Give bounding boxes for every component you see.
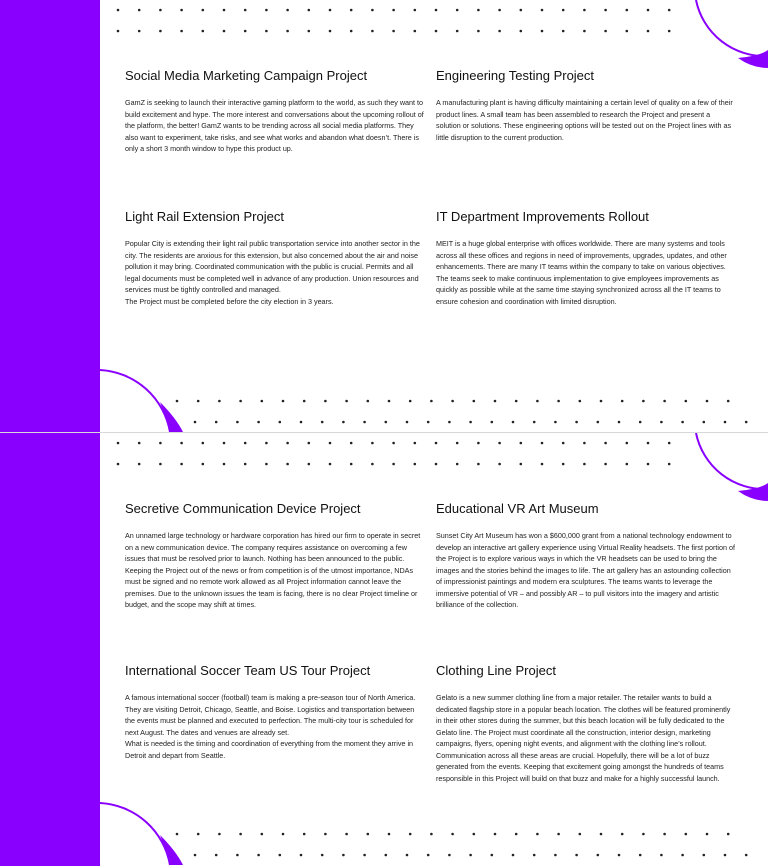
project-description: Gelato is a new summer clothing line from a major retailer. The retailer wants to build a dedicated flagship store in a popular beach location. The clothes will be featured prominently in their other stores during the summer, but this beach location will be fully dedicated to the Gelato line. The Project must coordinate all the construction, interior design, marketing campaigns, flyers, opening night events, and alignment with the clothing line’s rollout. Communication across all these areas are crucial. Hopefully, there will be a lot of buzz generated from the events. Keeping that excitement going amongst the hundreds of teams responsible in this Project will build on that buzz and make for a highly successful launch. <box>436 693 731 783</box>
project-title: Light Rail Extension Project <box>125 209 284 224</box>
project-title: International Soccer Team US Tour Project <box>125 663 371 678</box>
project-title: Educational VR Art Museum <box>436 501 599 516</box>
project-description: An unnamed large technology or hardware corporation has hired our firm to operate in secret on a new communication device. The company requires assistance on overcoming a few issues that must be resolved prior to launch. Nothing has been announced to the public. Keeping the Project out of the news or from competition is of the utmost importance, NDAs must be signed and no remote work allowed as all Project information cannot leave the premises. Due to the unknown issues the team is facing, there is no clear Project timeline or budget, and the scope may shift at times. <box>125 531 421 609</box>
project-card-secretive-device <box>125 501 425 611</box>
project-card-soccer-tour <box>125 663 425 761</box>
slide-page-2 <box>0 433 768 866</box>
project-title: IT Department Improvements Rollout <box>436 209 649 224</box>
project-description: A famous international soccer (football) team is making a pre-season tour of North America. They are visiting Detroit, Chicago, Seattle, and Boise. Logistics and transportation between the events must be planned and executed to perfection. The multi-city tour is scheduled for next August. The dates and venues are already set. What is needed is the timing and coordination of everything from the moment they arrive in Detroit and depart from Seattle. <box>125 693 416 760</box>
decorative-arcs <box>0 433 768 866</box>
project-card-social-media <box>125 68 425 155</box>
project-description: GamZ is seeking to launch their interactive gaming platform to the world, as such they want to build excitement and hype. The more interest and conversations about the upcoming rollout of the platform, the better! GamZ wants to be trending across all social media platforms. They also want to experiment, take risks, and see what works and abandon what doesn’t. There is only a short 3 month window to hype this product up. <box>125 98 424 153</box>
project-title: Secretive Communication Device Project <box>125 501 361 516</box>
project-card-clothing-line <box>436 663 736 784</box>
project-card-engineering-testing <box>436 68 736 143</box>
project-description: Sunset City Art Museum has won a $600,000 grant from a national technology endowment to develop an interactive art gallery experience using Virtual Reality headsets. The first portion of the Project is to explore various ways in which the VR headsets can be used to bring the images and the stories behind the images to life. The art gallery has an astounding collection of impressionist paintings and modern era sculptures. The teams wants to leverage the immersive potential of VR – and possibly AR – to pull visitors into the imagery and artistic brilliance of the collection. <box>436 531 735 609</box>
project-description: A manufacturing plant is having difficulty maintaining a certain level of quality on a few of their product lines. A small team has been assembled to research the Project and present a solution or solutions. These engineering options will be tested out on the Project lines with as little disruption to the current production. <box>436 98 733 142</box>
project-card-vr-art-museum <box>436 501 736 611</box>
project-title: Social Media Marketing Campaign Project <box>125 68 368 83</box>
project-description: MEIT is a huge global enterprise with offices worldwide. There are many systems and tools across all these offices and regions in need of improvements, upgrades, updates, and other enhancements. There are many IT teams within the company to take on various objectives. The teams seek to make continuous implementation to give employees improvements as quickly as possible while at the same time staying synchronized across all the IT teams to ensure cohesion and coordination with limited disruption. <box>436 239 727 306</box>
project-card-it-department <box>436 209 736 307</box>
project-card-light-rail <box>125 209 425 307</box>
project-description: Popular City is extending their light rail public transportation service into another sector in the city. The residents are anxious for this extension, but also concerned about the air and noise pollution it may bring. Coordinated communication with the public is crucial. Permits and all legal documents must be completed well in advance of any production. Union resources and services must be tightly controlled and managed. The Project must be completed before the city election in 3 years. <box>125 239 420 306</box>
project-title: Clothing Line Project <box>436 663 556 678</box>
project-title: Engineering Testing Project <box>436 68 595 83</box>
